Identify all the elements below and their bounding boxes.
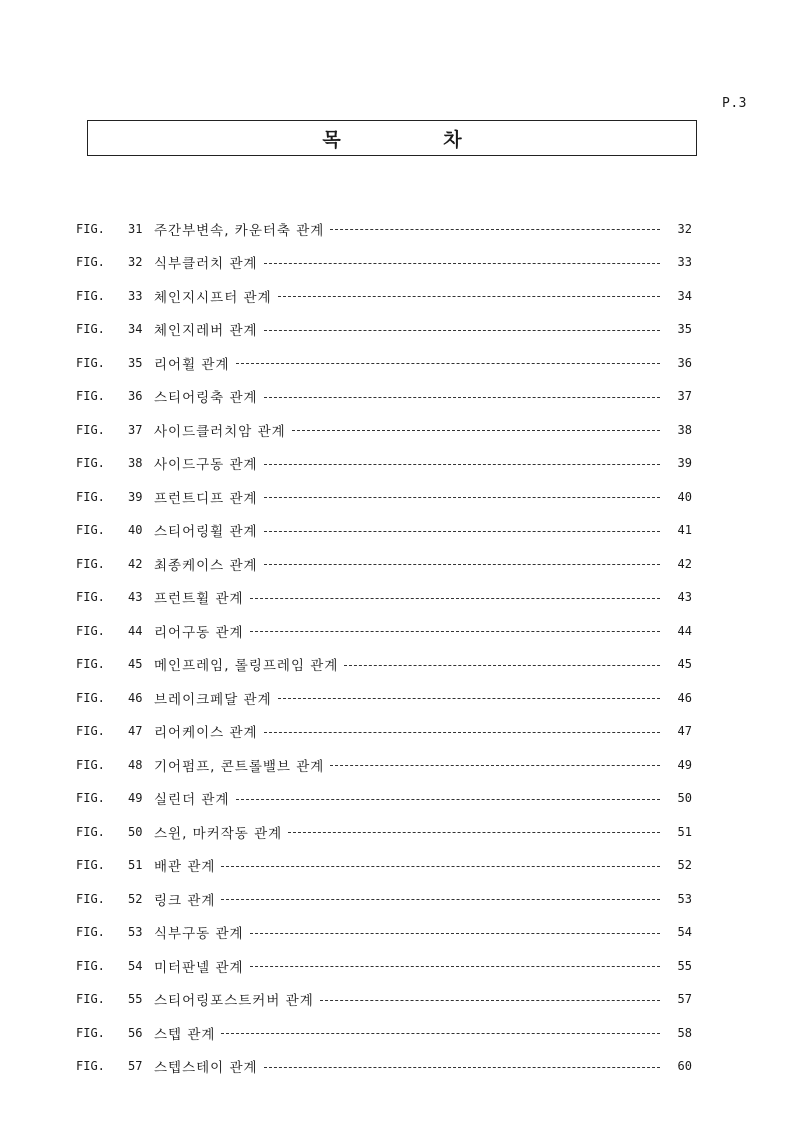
- fig-label: FIG.: [76, 858, 105, 873]
- dotted-leader: [264, 531, 660, 532]
- fig-label: FIG.: [76, 891, 105, 906]
- fig-number: 36: [128, 389, 143, 404]
- fig-label: FIG.: [76, 623, 105, 638]
- entry-title: 식부클러치 관계: [154, 256, 258, 273]
- fig-label: FIG.: [76, 958, 105, 973]
- fig-number: 56: [128, 1025, 143, 1040]
- entry-page-number: 50: [677, 791, 692, 806]
- dotted-leader: [264, 464, 660, 465]
- fig-label: FIG.: [76, 389, 105, 404]
- fig-label: FIG.: [76, 556, 105, 571]
- entry-page-number: 32: [677, 221, 692, 236]
- fig-label: FIG.: [76, 690, 105, 705]
- toc-entry: [76, 480, 692, 514]
- fig-label: FIG.: [76, 221, 105, 236]
- entry-page-number: 42: [677, 556, 692, 571]
- entry-title: 체인지시프터 관계: [154, 289, 272, 306]
- fig-number: 40: [128, 523, 143, 538]
- fig-number: 31: [128, 221, 143, 236]
- fig-number: 57: [128, 1059, 143, 1074]
- fig-number: 49: [128, 791, 143, 806]
- fig-number: 48: [128, 757, 143, 772]
- entry-title: 미터판넬 관계: [154, 959, 244, 976]
- entry-page-number: 36: [677, 355, 692, 370]
- fig-label: FIG.: [76, 925, 105, 940]
- entry-title: 스티어링포스트커버 관계: [154, 993, 314, 1010]
- entry-page-number: 55: [677, 958, 692, 973]
- fig-number: 46: [128, 690, 143, 705]
- fig-label: FIG.: [76, 288, 105, 303]
- entry-page-number: 52: [677, 858, 692, 873]
- fig-label: FIG.: [76, 322, 105, 337]
- fig-label: FIG.: [76, 824, 105, 839]
- fig-number: 42: [128, 556, 143, 571]
- toc-entry: [76, 949, 692, 983]
- fig-label: FIG.: [76, 523, 105, 538]
- entry-title: 링크 관계: [154, 892, 216, 909]
- entry-title: 실린더 관계: [154, 792, 230, 809]
- toc-entry: [76, 581, 692, 615]
- fig-number: 35: [128, 355, 143, 370]
- entry-title: 프런트디프 관계: [154, 490, 258, 507]
- toc-entry: [76, 212, 692, 246]
- fig-label: FIG.: [76, 1059, 105, 1074]
- dotted-leader: [264, 732, 660, 733]
- fig-number: 52: [128, 891, 143, 906]
- entry-page-number: 39: [677, 456, 692, 471]
- fig-number: 44: [128, 623, 143, 638]
- fig-label: FIG.: [76, 724, 105, 739]
- entry-page-number: 44: [677, 623, 692, 638]
- toc-entry: [76, 849, 692, 883]
- fig-number: 50: [128, 824, 143, 839]
- fig-number: 34: [128, 322, 143, 337]
- entry-page-number: 49: [677, 757, 692, 772]
- page-number: P.3: [722, 96, 747, 111]
- toc-entry: [76, 916, 692, 950]
- dotted-leader: [250, 966, 660, 967]
- entry-title: 최종케이스 관계: [154, 557, 258, 574]
- entry-page-number: 46: [677, 690, 692, 705]
- dotted-leader: [278, 698, 660, 699]
- dotted-leader: [264, 564, 660, 565]
- fig-label: FIG.: [76, 255, 105, 270]
- dotted-leader: [250, 631, 660, 632]
- dotted-leader: [250, 598, 660, 599]
- entry-page-number: 57: [677, 992, 692, 1007]
- toc-entry: [76, 648, 692, 682]
- toc-entry: [76, 715, 692, 749]
- fig-number: 55: [128, 992, 143, 1007]
- toc-entry: [76, 882, 692, 916]
- dotted-leader: [330, 765, 660, 766]
- entry-page-number: 53: [677, 891, 692, 906]
- fig-number: 33: [128, 288, 143, 303]
- toc-entry: [76, 815, 692, 849]
- dotted-leader: [264, 330, 660, 331]
- fig-number: 51: [128, 858, 143, 873]
- entry-title: 배관 관계: [154, 859, 216, 876]
- fig-label: FIG.: [76, 456, 105, 471]
- entry-title: 스텝 관계: [154, 1026, 216, 1043]
- entry-page-number: 35: [677, 322, 692, 337]
- entry-title: 체인지레버 관계: [154, 323, 258, 340]
- title-box: [87, 120, 697, 156]
- toc-entry: [76, 380, 692, 414]
- dotted-leader: [250, 933, 660, 934]
- entry-title: 식부구동 관계: [154, 926, 244, 943]
- entry-title: 스텝스테이 관계: [154, 1060, 258, 1077]
- fig-label: FIG.: [76, 355, 105, 370]
- entry-title: 스티어링축 관계: [154, 390, 258, 407]
- fig-number: 37: [128, 422, 143, 437]
- dotted-leader: [221, 866, 660, 867]
- fig-number: 53: [128, 925, 143, 940]
- toc-entry: [76, 782, 692, 816]
- entry-page-number: 45: [677, 657, 692, 672]
- entry-title: 스윈, 마커작동 관계: [154, 825, 283, 842]
- entry-page-number: 54: [677, 925, 692, 940]
- toc-entry: [76, 346, 692, 380]
- entry-page-number: 33: [677, 255, 692, 270]
- dotted-leader: [221, 1033, 660, 1034]
- entry-title: 메인프레임, 롤링프레임 관계: [154, 658, 339, 675]
- entry-page-number: 47: [677, 724, 692, 739]
- toc-entry: [76, 413, 692, 447]
- toc-entry: [76, 1016, 692, 1050]
- entry-title: 스티어링휠 관계: [154, 524, 258, 541]
- entry-title: 프런트휠 관계: [154, 591, 244, 608]
- fig-number: 43: [128, 590, 143, 605]
- fig-label: FIG.: [76, 657, 105, 672]
- dotted-leader: [264, 1067, 660, 1068]
- entry-title: 기어펌프, 콘트롤밸브 관계: [154, 758, 325, 775]
- dotted-leader: [236, 363, 661, 364]
- toc-entry: [76, 681, 692, 715]
- fig-label: FIG.: [76, 1025, 105, 1040]
- fig-label: FIG.: [76, 590, 105, 605]
- entry-page-number: 60: [677, 1059, 692, 1074]
- fig-number: 32: [128, 255, 143, 270]
- fig-number: 54: [128, 958, 143, 973]
- toc-entry: [76, 748, 692, 782]
- entry-page-number: 34: [677, 288, 692, 303]
- entry-page-number: 40: [677, 489, 692, 504]
- toc-entry: [76, 614, 692, 648]
- entry-title: 사이드클러치암 관계: [154, 423, 286, 440]
- entry-title: 주간부변속, 카운터축 관계: [154, 222, 325, 239]
- dotted-leader: [264, 497, 660, 498]
- toc-entry: [76, 246, 692, 280]
- page-title: 목 차: [322, 128, 510, 151]
- toc-entry: [76, 514, 692, 548]
- entry-page-number: 43: [677, 590, 692, 605]
- toc-entry: [76, 279, 692, 313]
- entry-page-number: 51: [677, 824, 692, 839]
- toc-entry: [76, 547, 692, 581]
- toc-entry: [76, 313, 692, 347]
- entry-page-number: 38: [677, 422, 692, 437]
- entry-title: 리어휠 관계: [154, 356, 230, 373]
- dotted-leader: [292, 430, 660, 431]
- entry-page-number: 41: [677, 523, 692, 538]
- toc-entry: [76, 447, 692, 481]
- dotted-leader: [330, 229, 660, 230]
- dotted-leader: [264, 397, 660, 398]
- entry-title: 사이드구동 관계: [154, 457, 258, 474]
- dotted-leader: [236, 799, 661, 800]
- fig-number: 47: [128, 724, 143, 739]
- table-of-contents: [76, 212, 692, 1083]
- toc-entry: [76, 983, 692, 1017]
- dotted-leader: [264, 263, 660, 264]
- entry-title: 브레이크페달 관계: [154, 691, 272, 708]
- toc-entry: [76, 1050, 692, 1084]
- entry-title: 리어케이스 관계: [154, 725, 258, 742]
- fig-label: FIG.: [76, 757, 105, 772]
- fig-label: FIG.: [76, 489, 105, 504]
- entry-page-number: 37: [677, 389, 692, 404]
- dotted-leader: [278, 296, 660, 297]
- fig-number: 39: [128, 489, 143, 504]
- dotted-leader: [344, 665, 660, 666]
- entry-page-number: 58: [677, 1025, 692, 1040]
- dotted-leader: [320, 1000, 660, 1001]
- entry-title: 리어구동 관계: [154, 624, 244, 641]
- fig-label: FIG.: [76, 422, 105, 437]
- dotted-leader: [288, 832, 660, 833]
- dotted-leader: [221, 899, 660, 900]
- fig-number: 38: [128, 456, 143, 471]
- fig-label: FIG.: [76, 992, 105, 1007]
- fig-label: FIG.: [76, 791, 105, 806]
- fig-number: 45: [128, 657, 143, 672]
